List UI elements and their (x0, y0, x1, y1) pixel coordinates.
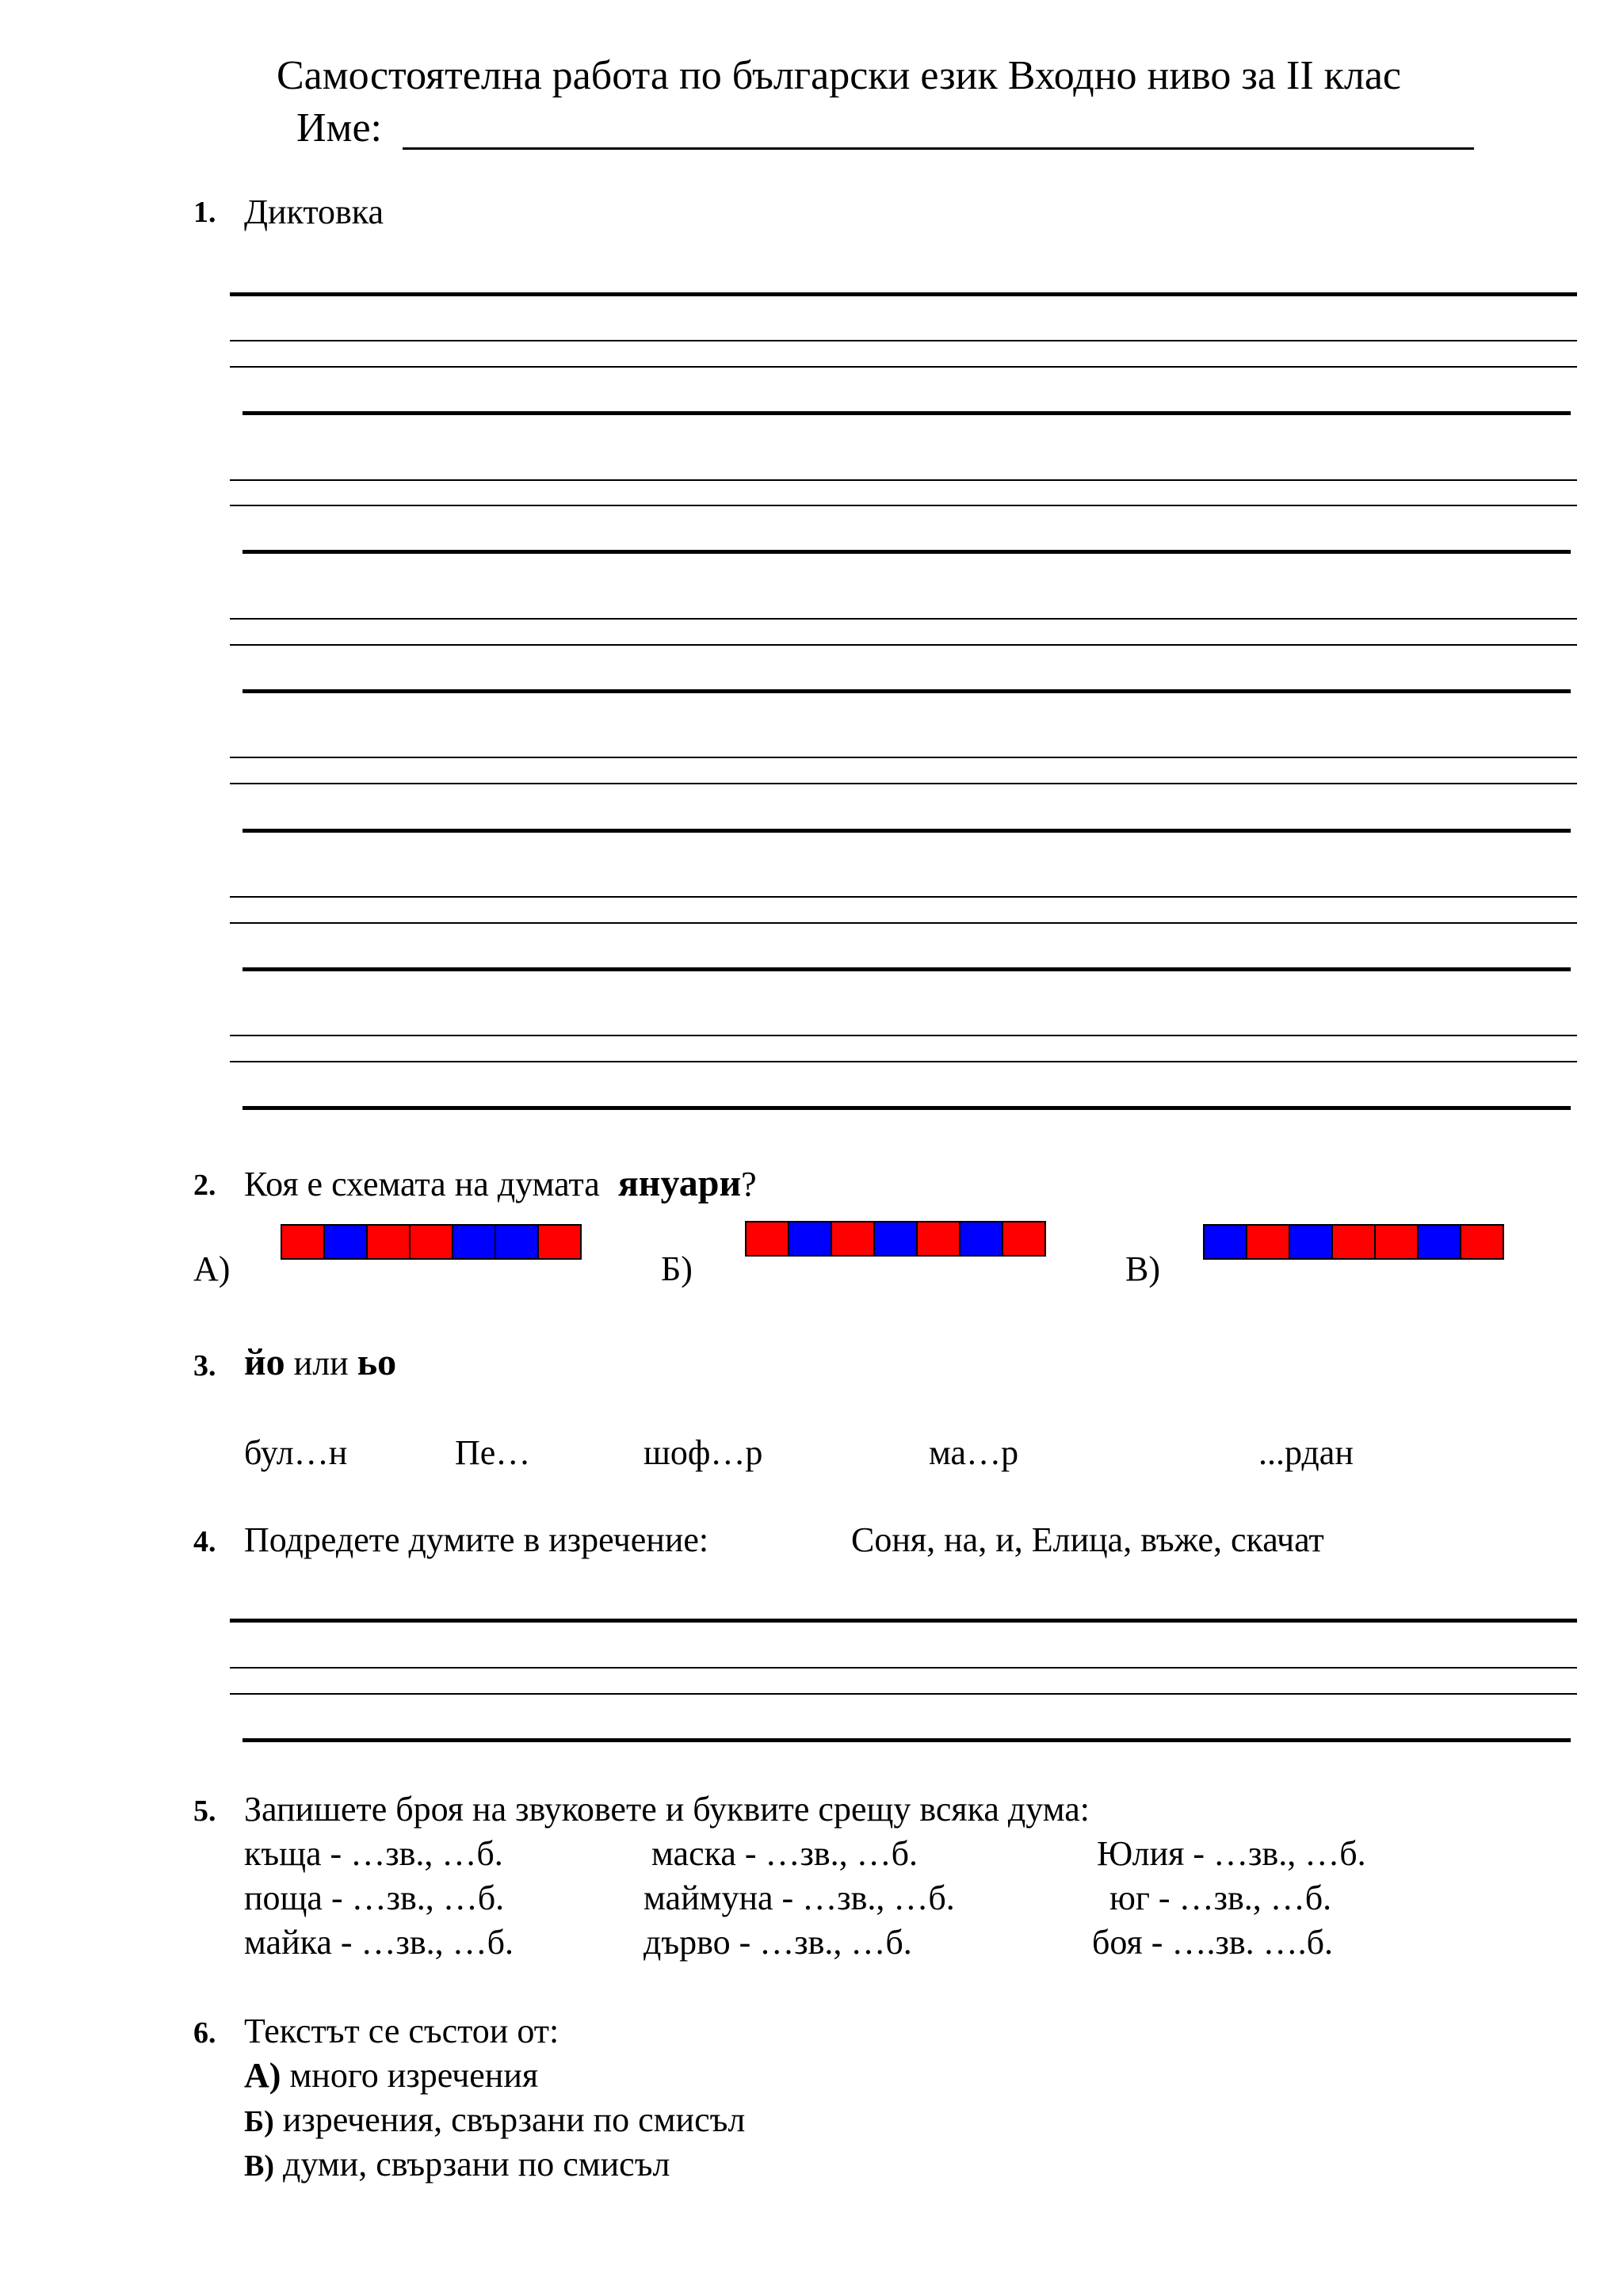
task3-option-io: ьо (357, 1341, 397, 1383)
writing-line (242, 967, 1571, 971)
consonant-cell-blue (1205, 1226, 1247, 1258)
task2-word: януари (617, 1162, 742, 1204)
task1-number: 1. (193, 196, 216, 229)
vowel-cell-red (411, 1226, 453, 1258)
task3-number: 3. (193, 1349, 216, 1383)
consonant-cell-blue (789, 1222, 832, 1255)
answer-c-label: В) (244, 2149, 274, 2183)
vowel-cell-red (539, 1226, 582, 1258)
writing-line (230, 783, 1577, 784)
writing-line (230, 1061, 1577, 1062)
option-a-scheme[interactable] (281, 1224, 582, 1260)
task5-item[interactable]: маймуна - …зв., …б. (643, 1878, 955, 1917)
writing-line (230, 505, 1577, 506)
name-write-line[interactable] (403, 147, 1474, 150)
writing-line (230, 618, 1577, 620)
vowel-cell-red (368, 1226, 411, 1258)
task5-item[interactable]: Юлия - …зв., …б. (1097, 1834, 1366, 1873)
consonant-cell-blue (1419, 1226, 1461, 1258)
vowel-cell-red (282, 1226, 325, 1258)
task5-item[interactable]: боя - ….зв. ….б. (1092, 1923, 1333, 1962)
writing-line (242, 829, 1571, 833)
task4-text: Подредете думите в изречение: (244, 1520, 709, 1559)
writing-line (230, 1693, 1577, 1695)
vowel-cell-red (832, 1222, 875, 1255)
task3-option-yo: йо (244, 1341, 285, 1383)
writing-line (230, 1619, 1577, 1623)
writing-line (230, 644, 1577, 646)
vowel-cell-red (1461, 1226, 1504, 1258)
vowel-cell-red (918, 1222, 960, 1255)
writing-line (242, 1106, 1571, 1110)
task6-answer-c[interactable] (244, 2144, 670, 2187)
task2-number: 2. (193, 1169, 216, 1202)
consonant-cell-blue (1290, 1226, 1333, 1258)
task2-qmark: ? (741, 1165, 757, 1203)
vowel-cell-red (1376, 1226, 1419, 1258)
writing-line (230, 340, 1577, 341)
task4-words: Соня, на, и, Елица, въже, скачат (851, 1520, 1324, 1559)
option-b-scheme[interactable] (745, 1221, 1046, 1257)
worksheet-title: Самостоятелна работа по български език Входно ниво за II клас (277, 53, 1402, 98)
writing-line (242, 411, 1571, 415)
task3-word[interactable]: бул…н (244, 1433, 348, 1472)
option-c-scheme[interactable] (1203, 1224, 1504, 1260)
task6-answer-a[interactable] (244, 2055, 538, 2096)
task5-text: Запишете броя на звуковете и буквите срещу всяка дума: (244, 1790, 1090, 1829)
task4-number: 4. (193, 1525, 216, 1558)
consonant-cell-blue (960, 1222, 1003, 1255)
consonant-cell-blue (496, 1226, 539, 1258)
option-a-label[interactable]: А) (193, 1249, 231, 1288)
answer-a-label: А) (244, 2056, 281, 2095)
writing-line (230, 922, 1577, 924)
task5-item[interactable]: дърво - …зв., …б. (643, 1923, 912, 1962)
task3-word[interactable]: ма…р (929, 1433, 1019, 1472)
task5-item[interactable]: поща - …зв., …б. (244, 1878, 505, 1917)
task3-or: или (293, 1344, 349, 1383)
task6-text: Текстът се състои от: (244, 2012, 559, 2050)
writing-line (242, 1738, 1571, 1742)
answer-a-text: много изречения (281, 2056, 539, 2095)
writing-line (230, 896, 1577, 898)
writing-line (230, 1667, 1577, 1669)
task3-word[interactable]: Пе… (455, 1433, 531, 1472)
task6-number: 6. (193, 2016, 216, 2050)
writing-line (230, 292, 1577, 296)
consonant-cell-blue (875, 1222, 918, 1255)
vowel-cell-red (1333, 1226, 1376, 1258)
consonant-cell-blue (325, 1226, 368, 1258)
option-b-label[interactable]: Б) (661, 1249, 693, 1288)
task2-text (244, 1163, 757, 1205)
task5-item[interactable]: юг - …зв., …б. (1109, 1878, 1332, 1917)
writing-line (230, 1035, 1577, 1036)
writing-line (230, 757, 1577, 758)
writing-line (242, 550, 1571, 554)
option-c-label[interactable]: В) (1125, 1249, 1160, 1288)
writing-line (242, 689, 1571, 693)
name-label: Име: (296, 105, 382, 151)
task5-item[interactable]: маска - …зв., …б. (651, 1834, 918, 1873)
vowel-cell-red (1003, 1222, 1046, 1255)
vowel-cell-red (1247, 1226, 1290, 1258)
vowel-cell-red (747, 1222, 789, 1255)
task3-heading (244, 1342, 396, 1384)
task5-item[interactable]: къща - …зв., …б. (244, 1834, 503, 1873)
consonant-cell-blue (453, 1226, 496, 1258)
task3-word[interactable]: ...рдан (1258, 1433, 1354, 1472)
writing-line (230, 366, 1577, 368)
answer-b-label: Б) (244, 2105, 274, 2138)
task5-item[interactable]: майка - …зв., …б. (244, 1923, 514, 1962)
task5-number: 5. (193, 1794, 216, 1828)
answer-b-text: изречения, свързани по смисъл (273, 2100, 746, 2139)
answer-c-text: думи, свързани по смисъл (274, 2145, 670, 2183)
task3-word[interactable]: шоф…р (643, 1433, 763, 1472)
task6-answer-b[interactable] (244, 2100, 745, 2142)
writing-line (230, 479, 1577, 481)
task1-text: Диктовка (244, 193, 384, 231)
task2-question: Коя е схемата на думата (244, 1165, 600, 1203)
